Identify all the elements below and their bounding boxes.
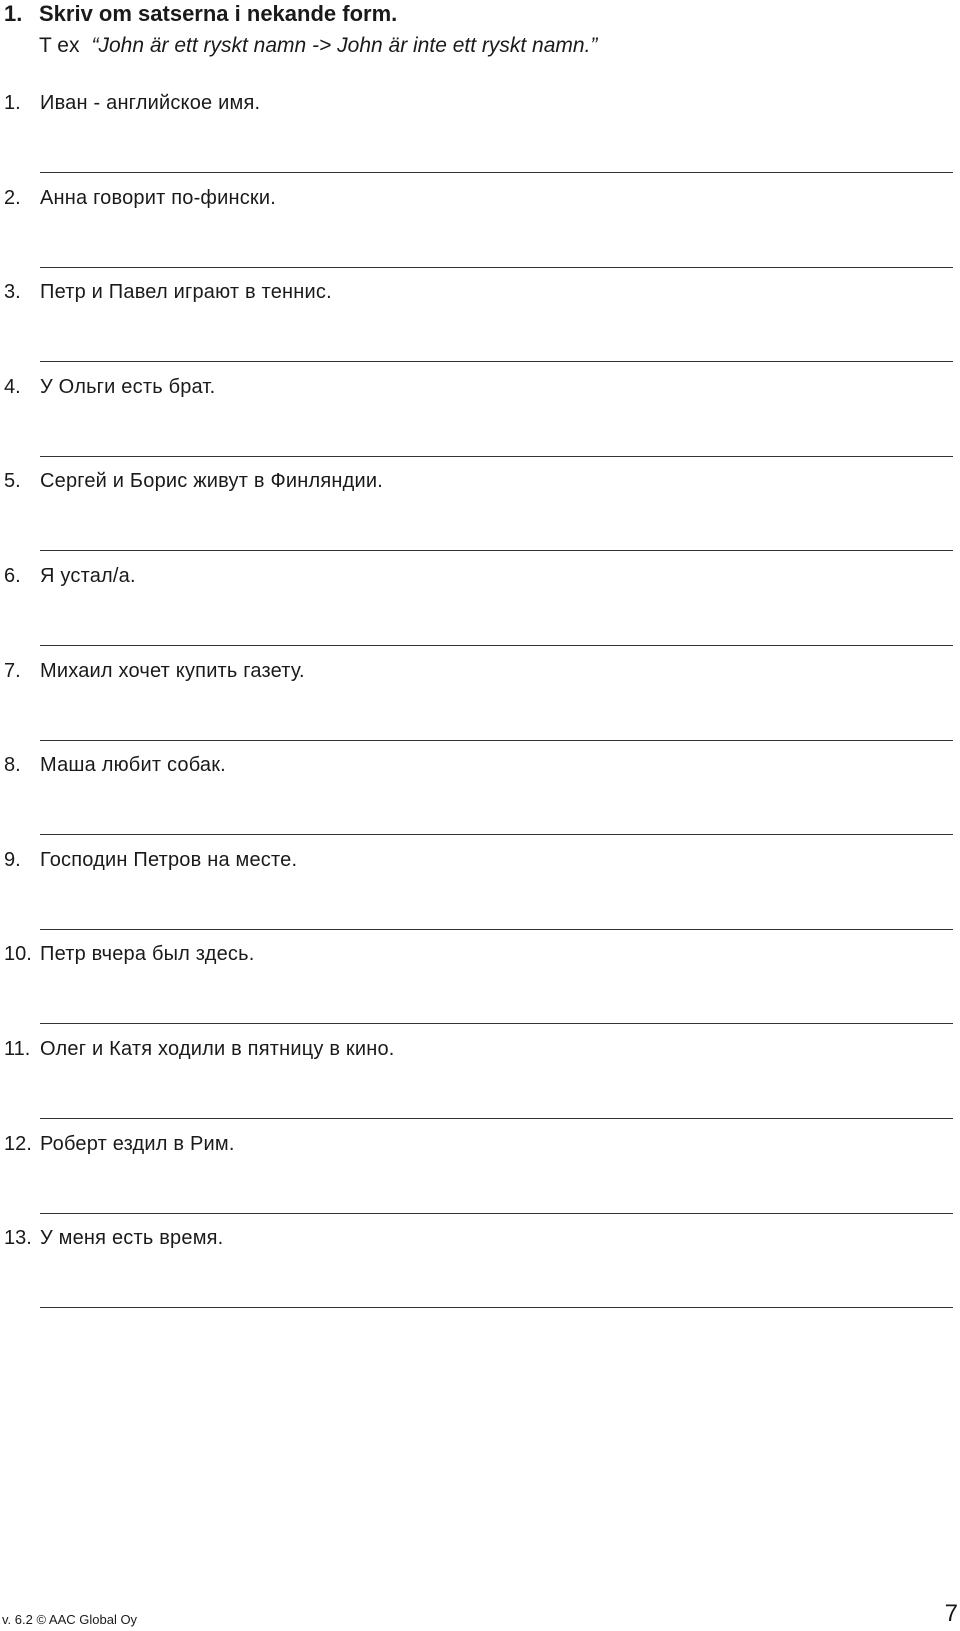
exercise-item bbox=[0, 752, 960, 847]
exercise-item bbox=[0, 90, 960, 185]
exercise-item bbox=[0, 1131, 960, 1226]
answer-line[interactable] bbox=[40, 172, 953, 173]
answer-line[interactable] bbox=[40, 929, 953, 930]
task-number: 1. bbox=[4, 1, 23, 26]
item-sentence: Михаил хочет купить газету. bbox=[40, 659, 305, 682]
answer-line[interactable] bbox=[40, 1118, 953, 1119]
item-number: 3. bbox=[4, 281, 21, 304]
example-text: “John är ett ryskt namn -> John är inte ett ryskt namn.” bbox=[91, 34, 598, 57]
item-number: 7. bbox=[4, 659, 21, 682]
exercise-item bbox=[0, 185, 960, 280]
exercise-item bbox=[0, 658, 960, 753]
item-number: 13. bbox=[4, 1227, 32, 1250]
answer-line[interactable] bbox=[40, 550, 953, 551]
exercise-item bbox=[0, 374, 960, 469]
answer-line[interactable] bbox=[40, 834, 953, 835]
answer-line[interactable] bbox=[40, 456, 953, 457]
footer-version: v. 6.2 © AAC Global Oy bbox=[2, 1612, 138, 1627]
exercise-item bbox=[0, 941, 960, 1036]
item-sentence: Я устал/а. bbox=[40, 565, 136, 587]
exercise-item bbox=[0, 468, 960, 563]
item-sentence: У Ольги есть брат. bbox=[40, 375, 216, 398]
answer-line[interactable] bbox=[40, 740, 953, 741]
item-number: 6. bbox=[4, 565, 21, 587]
exercise-item bbox=[0, 847, 960, 942]
item-number: 5. bbox=[4, 470, 21, 493]
exercise-item bbox=[0, 563, 960, 658]
page-number: 7 bbox=[944, 1600, 958, 1627]
item-number: 9. bbox=[4, 848, 21, 871]
item-sentence: Маша любит собак. bbox=[40, 754, 226, 777]
answer-line[interactable] bbox=[40, 1307, 953, 1308]
item-sentence: Сергей и Борис живут в Финляндии. bbox=[40, 470, 383, 493]
answer-line[interactable] bbox=[40, 645, 953, 646]
exercise-item bbox=[0, 1036, 960, 1131]
item-sentence: Петр вчера был здесь. bbox=[40, 943, 255, 966]
item-number: 1. bbox=[4, 92, 21, 114]
task-example bbox=[39, 32, 597, 60]
example-prefix: T ex bbox=[39, 34, 80, 57]
item-number: 11. bbox=[4, 1038, 31, 1060]
answer-line[interactable] bbox=[40, 361, 953, 362]
item-number: 8. bbox=[4, 754, 21, 777]
item-number: 2. bbox=[4, 186, 21, 209]
item-number: 4. bbox=[4, 375, 21, 398]
answer-line[interactable] bbox=[40, 1023, 953, 1024]
item-number: 12. bbox=[4, 1132, 32, 1155]
item-sentence: Петр и Павел играют в теннис. bbox=[40, 281, 332, 304]
item-number: 10. bbox=[4, 943, 32, 966]
answer-line[interactable] bbox=[40, 267, 953, 268]
task-title: Skriv om satserna i nekande form. bbox=[39, 1, 398, 26]
item-sentence: Олег и Катя ходили в пятницу в кино. bbox=[40, 1038, 395, 1060]
item-sentence: Роберт ездил в Рим. bbox=[40, 1132, 235, 1155]
item-sentence: Господин Петров на месте. bbox=[40, 848, 298, 871]
item-sentence: Анна говорит по-фински. bbox=[40, 186, 276, 209]
answer-line[interactable] bbox=[40, 1213, 953, 1214]
item-sentence: Иван - английское имя. bbox=[40, 92, 261, 114]
exercise-item bbox=[0, 279, 960, 374]
item-sentence: У меня есть время. bbox=[40, 1227, 224, 1250]
exercise-item bbox=[0, 1225, 960, 1320]
